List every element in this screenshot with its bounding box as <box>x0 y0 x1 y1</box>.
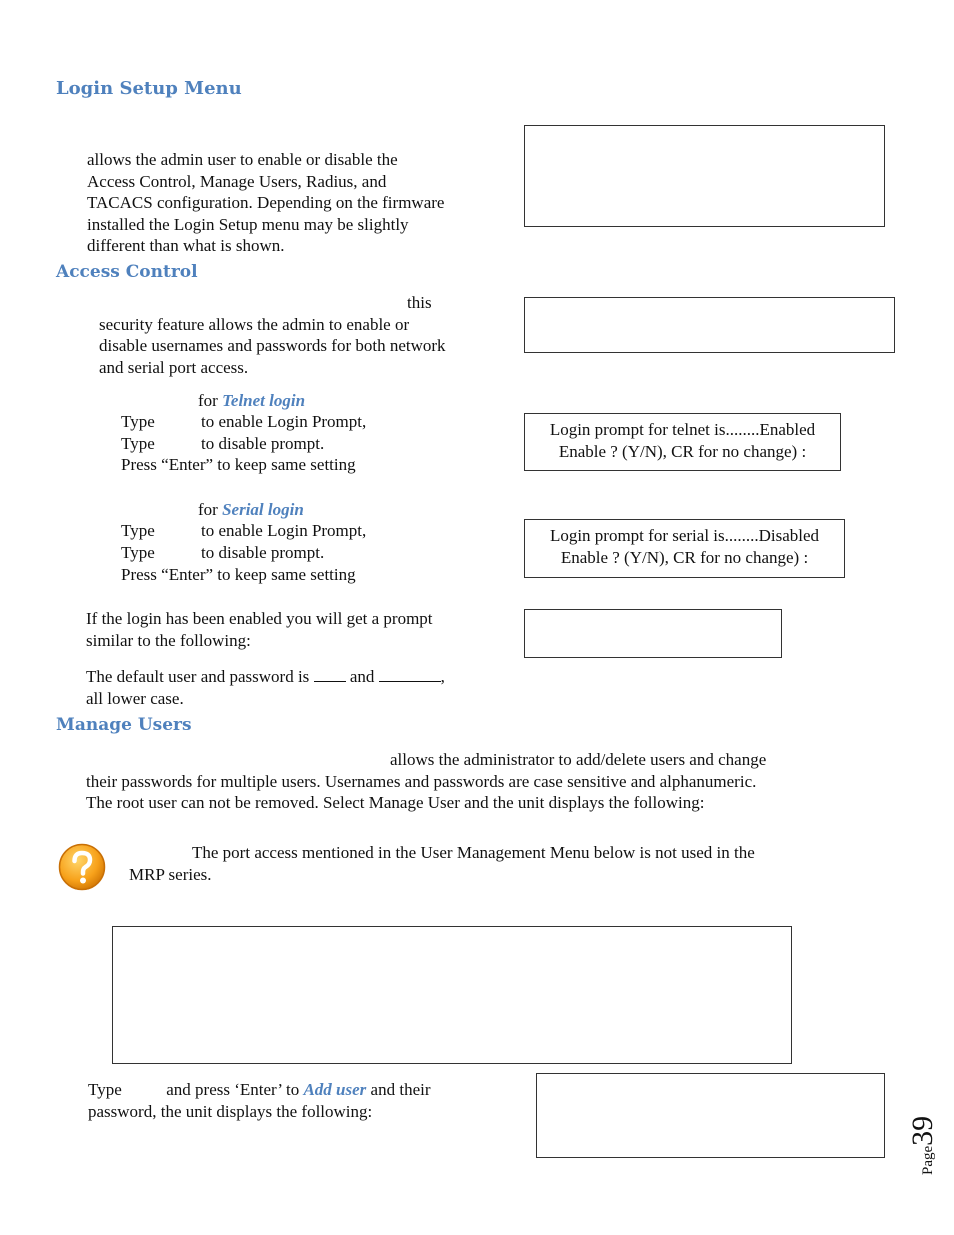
login-enabled-paragraph: If the login has been enabled you will get a prompt similar to the following: <box>86 609 433 650</box>
access-control-paragraph: this security feature allows the admin to enable or disable usernames and passwords for both network and serial port access. <box>99 293 446 377</box>
telnet-type-enable-text: to enable Login Prompt, <box>201 412 367 431</box>
add-user-paragraph: Type and press ‘Enter’ to Add user and their password, the unit displays the following: <box>88 1080 431 1121</box>
telnet-type-disable-text: to disable prompt. <box>201 434 325 453</box>
telnet-type-enable: Type <box>121 412 155 431</box>
serial-type-enable: Type <box>121 521 155 540</box>
default-user-paragraph: The default user and password is and , all lower case. <box>86 667 445 708</box>
heading-login-setup-menu: Login Setup Menu <box>56 78 242 99</box>
telnet-keep-setting: Press “Enter” to keep same setting <box>121 455 356 474</box>
serial-login-label: for Serial login <box>198 500 304 519</box>
terminal-box-telnet: Login prompt for telnet is........Enabled Enable ? (Y/N), CR for no change) : <box>524 413 841 471</box>
terminal-box-add-user <box>536 1073 885 1158</box>
serial-type-disable-text: to disable prompt. <box>201 543 325 562</box>
terminal-box-login-setup <box>524 125 885 227</box>
terminal-box-access-control <box>524 297 895 353</box>
default-password-blank <box>379 667 441 682</box>
terminal-box-login-prompt <box>524 609 782 658</box>
login-setup-paragraph: allows the admin user to enable or disable the Access Control, Manage Users, Radius, and TACACS configuration. Depending on the firmware installed the Login Setup menu may be slightly different than what is shown. <box>87 150 445 255</box>
serial-type-disable: Type <box>121 543 155 562</box>
manage-users-paragraph: allows the administrator to add/delete users and change their passwords for multiple users. Usernames and passwords are case sensitive and alphanumeric. The root user can not be removed. Select Manage User and the unit displays the following: <box>86 750 767 812</box>
serial-type-enable-text: to enable Login Prompt, <box>201 521 367 540</box>
question-icon <box>57 842 107 892</box>
heading-access-control: Access Control <box>56 262 198 282</box>
default-user-blank <box>314 667 346 682</box>
terminal-box-serial: Login prompt for serial is........Disabled Enable ? (Y/N), CR for no change) : <box>524 519 845 578</box>
note-paragraph: The port access mentioned in the User Management Menu below is not used in the MRP series. <box>129 843 755 884</box>
serial-keep-setting: Press “Enter” to keep same setting <box>121 565 356 584</box>
page-number: Page39 <box>906 1115 939 1175</box>
telnet-type-disable: Type <box>121 434 155 453</box>
telnet-login-label: for Telnet login <box>198 391 306 410</box>
terminal-box-user-management <box>112 926 792 1064</box>
heading-manage-users: Manage Users <box>56 715 192 735</box>
